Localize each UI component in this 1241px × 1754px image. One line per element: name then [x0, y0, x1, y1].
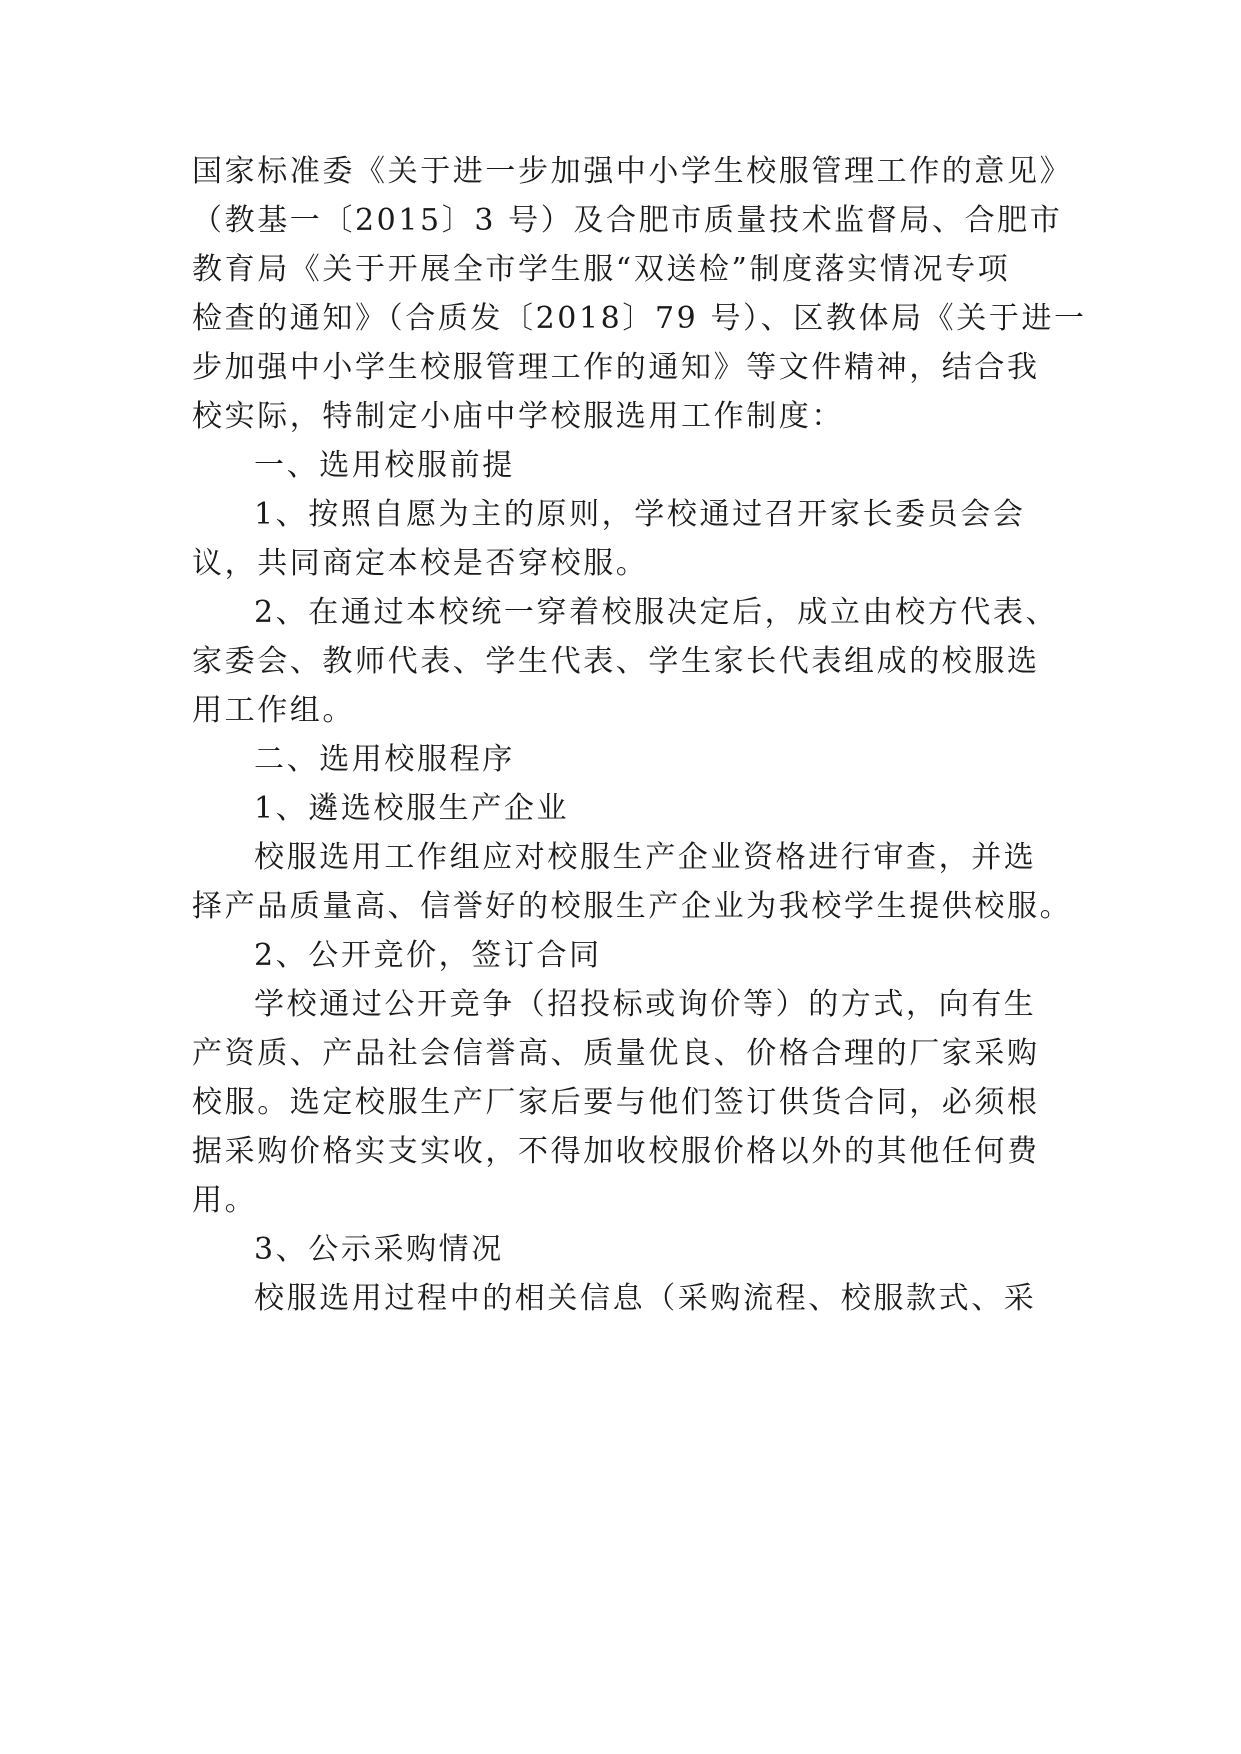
text-line: 2、在通过本校统一穿着校服决定后，成立由校方代表、 [254, 595, 1059, 630]
subsection-heading: 1、遴选校服生产企业 [254, 791, 570, 826]
text-line: 学校通过公开竞争（招投标或询价等）的方式，向有生 [254, 987, 1037, 1022]
text-line: 产资质、产品社会信誉高、质量优良、价格合理的厂家采购 [192, 1036, 1040, 1071]
text-line: 校服。选定校服生产厂家后要与他们签订供货合同，必须根 [192, 1085, 1040, 1120]
text-line: 校服选用过程中的相关信息（采购流程、校服款式、采 [254, 1281, 1037, 1316]
text-line: 用。 [192, 1183, 258, 1218]
text-line: 教育局《关于开展全市学生服“双送检”制度落实情况专项 [192, 252, 1011, 287]
text-line: （教基一〔2015〕3 号）及合肥市质量技术监督局、合肥市 [192, 203, 1063, 238]
text-line: 检查的通知》（合质发〔2018〕79 号）、区教体局《关于进一 [192, 301, 1087, 336]
text-line: 校服选用工作组应对校服生产企业资格进行审查，并选 [254, 840, 1037, 875]
text-line: 择产品质量高、信誉好的校服生产企业为我校学生提供校服。 [192, 889, 1073, 924]
section-heading: 二、选用校服程序 [254, 742, 515, 777]
text-line: 议，共同商定本校是否穿校服。 [192, 546, 649, 581]
text-line: 据采购价格实支实收，不得加收校服价格以外的其他任何费 [192, 1134, 1040, 1169]
section-heading: 一、选用校服前提 [254, 448, 515, 483]
text-line: 1、按照自愿为主的原则，学校通过召开家长委员会会 [254, 497, 1026, 532]
text-line: 用工作组。 [192, 693, 355, 728]
subsection-heading: 2、公开竞价，签订合同 [254, 938, 602, 973]
text-line: 步加强中小学生校服管理工作的通知》等文件精神，结合我 [192, 350, 1040, 385]
text-line: 家委会、教师代表、学生代表、学生家长代表组成的校服选 [192, 644, 1040, 679]
subsection-heading: 3、公示采购情况 [254, 1232, 504, 1267]
text-line: 国家标准委《关于进一步加强中小学生校服管理工作的意见》 [192, 154, 1073, 189]
text-line: 校实际，特制定小庙中学校服选用工作制度： [192, 399, 844, 434]
